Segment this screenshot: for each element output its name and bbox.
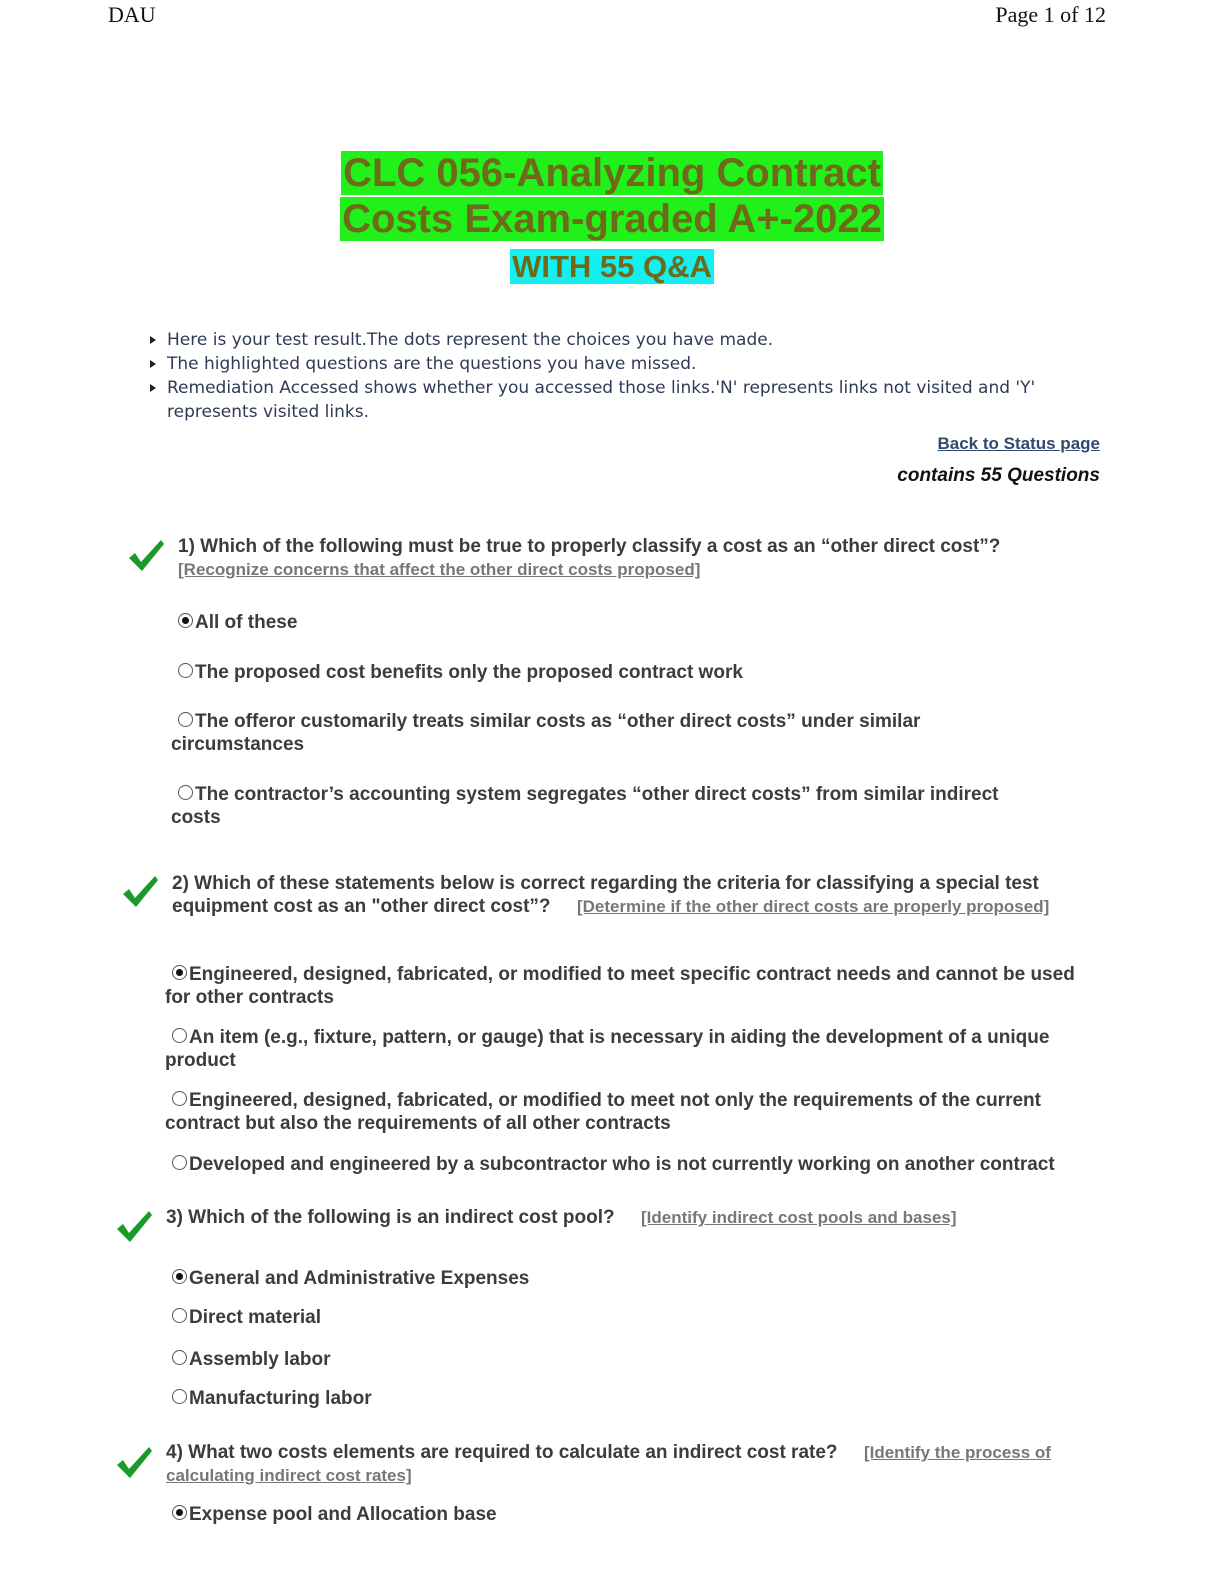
correct-check-icon	[114, 1207, 154, 1247]
page-number: Page 1 of 12	[995, 2, 1106, 27]
intro-list	[148, 328, 1078, 424]
radio-icon[interactable]	[172, 1269, 187, 1284]
option-2-1: Engineered, designed, fabricated, or modified to meet specific contract needs and cannot be used for other contracts	[165, 964, 1075, 1008]
option-1-2: The proposed cost benefits only the proposed contract work	[178, 661, 1078, 684]
subtitle: WITH 55 Q&A	[512, 249, 712, 284]
question-2	[172, 872, 1092, 918]
radio-icon[interactable]	[178, 785, 193, 800]
question-count: contains 55 Questions	[897, 465, 1100, 486]
title-line-2: Costs Exam-graded A+-2022	[342, 197, 882, 241]
radio-icon[interactable]	[178, 663, 193, 678]
radio-icon[interactable]	[172, 1308, 187, 1323]
question-text: 3) Which of the following is an indirect cost pool?	[166, 1207, 615, 1228]
option-1-1: All of these	[178, 611, 1078, 634]
option-1-4: The contractor’s accounting system segregates “other direct costs” from similar indirect costs	[171, 784, 999, 828]
remediation-link[interactable]: [Recognize concerns that affect the other direct costs proposed]	[178, 560, 701, 579]
radio-icon[interactable]	[178, 712, 193, 727]
option-4-1: Expense pool and Allocation base	[172, 1503, 497, 1526]
radio-icon[interactable]	[172, 1389, 187, 1404]
title-line-1: CLC 056-Analyzing Contract	[343, 151, 881, 195]
radio-icon[interactable]	[172, 1505, 187, 1520]
radio-icon[interactable]	[172, 1155, 187, 1170]
correct-check-icon	[114, 1443, 154, 1483]
remediation-link[interactable]: [Determine if the other direct costs are properly proposed]	[576, 897, 1050, 916]
intro-item: Remediation Accessed shows whether you accessed those links.'N' represents links not visited and 'Y' represents visited links.	[148, 376, 1078, 424]
option-3-3: Assembly labor	[172, 1348, 331, 1371]
question-text: 4) What two costs elements are required to calculate an indirect cost rate?	[166, 1442, 838, 1463]
back-to-status-link[interactable]: Back to Status page	[937, 434, 1100, 453]
question-1	[178, 535, 1078, 581]
option-3-1: General and Administrative Expenses	[172, 1267, 529, 1290]
header-left: DAU	[108, 2, 156, 27]
option-1-3: The offeror customarily treats similar costs as “other direct costs” under similar circumstances	[171, 711, 921, 755]
radio-icon[interactable]	[172, 1091, 187, 1106]
remediation-link[interactable]: [Identify the process of calculating indirect cost rates]	[166, 1443, 1051, 1485]
remediation-link[interactable]: [Identify indirect cost pools and bases]	[641, 1208, 957, 1227]
intro-item: Here is your test result.The dots represent the choices you have made.	[148, 328, 1078, 352]
question-3	[166, 1206, 1106, 1229]
option-3-2: Direct material	[172, 1306, 321, 1329]
correct-check-icon	[126, 536, 166, 576]
question-text: 1) Which of the following must be true to properly classify a cost as an “other direct cost”?	[178, 536, 1001, 557]
radio-icon[interactable]	[178, 613, 193, 628]
question-4	[166, 1441, 1101, 1487]
option-3-4: Manufacturing labor	[172, 1387, 372, 1410]
correct-check-icon	[120, 872, 160, 912]
option-2-4: Developed and engineered by a subcontractor who is not currently working on another contract	[172, 1153, 1112, 1176]
radio-icon[interactable]	[172, 965, 187, 980]
title-block	[0, 150, 1224, 286]
intro-item: The highlighted questions are the questions you have missed.	[148, 352, 1078, 376]
option-2-2: An item (e.g., fixture, pattern, or gauge) that is necessary in aiding the development of a unique product	[165, 1027, 1050, 1071]
radio-icon[interactable]	[172, 1028, 187, 1043]
radio-icon[interactable]	[172, 1350, 187, 1365]
question-text: 2) Which of these statements below is correct regarding the criteria for classifying a special test equipment cost as an "other direct cost”?	[172, 873, 1039, 917]
option-2-3: Engineered, designed, fabricated, or modified to meet not only the requirements of the current contract but also the requirements of all other contracts	[165, 1090, 1041, 1134]
